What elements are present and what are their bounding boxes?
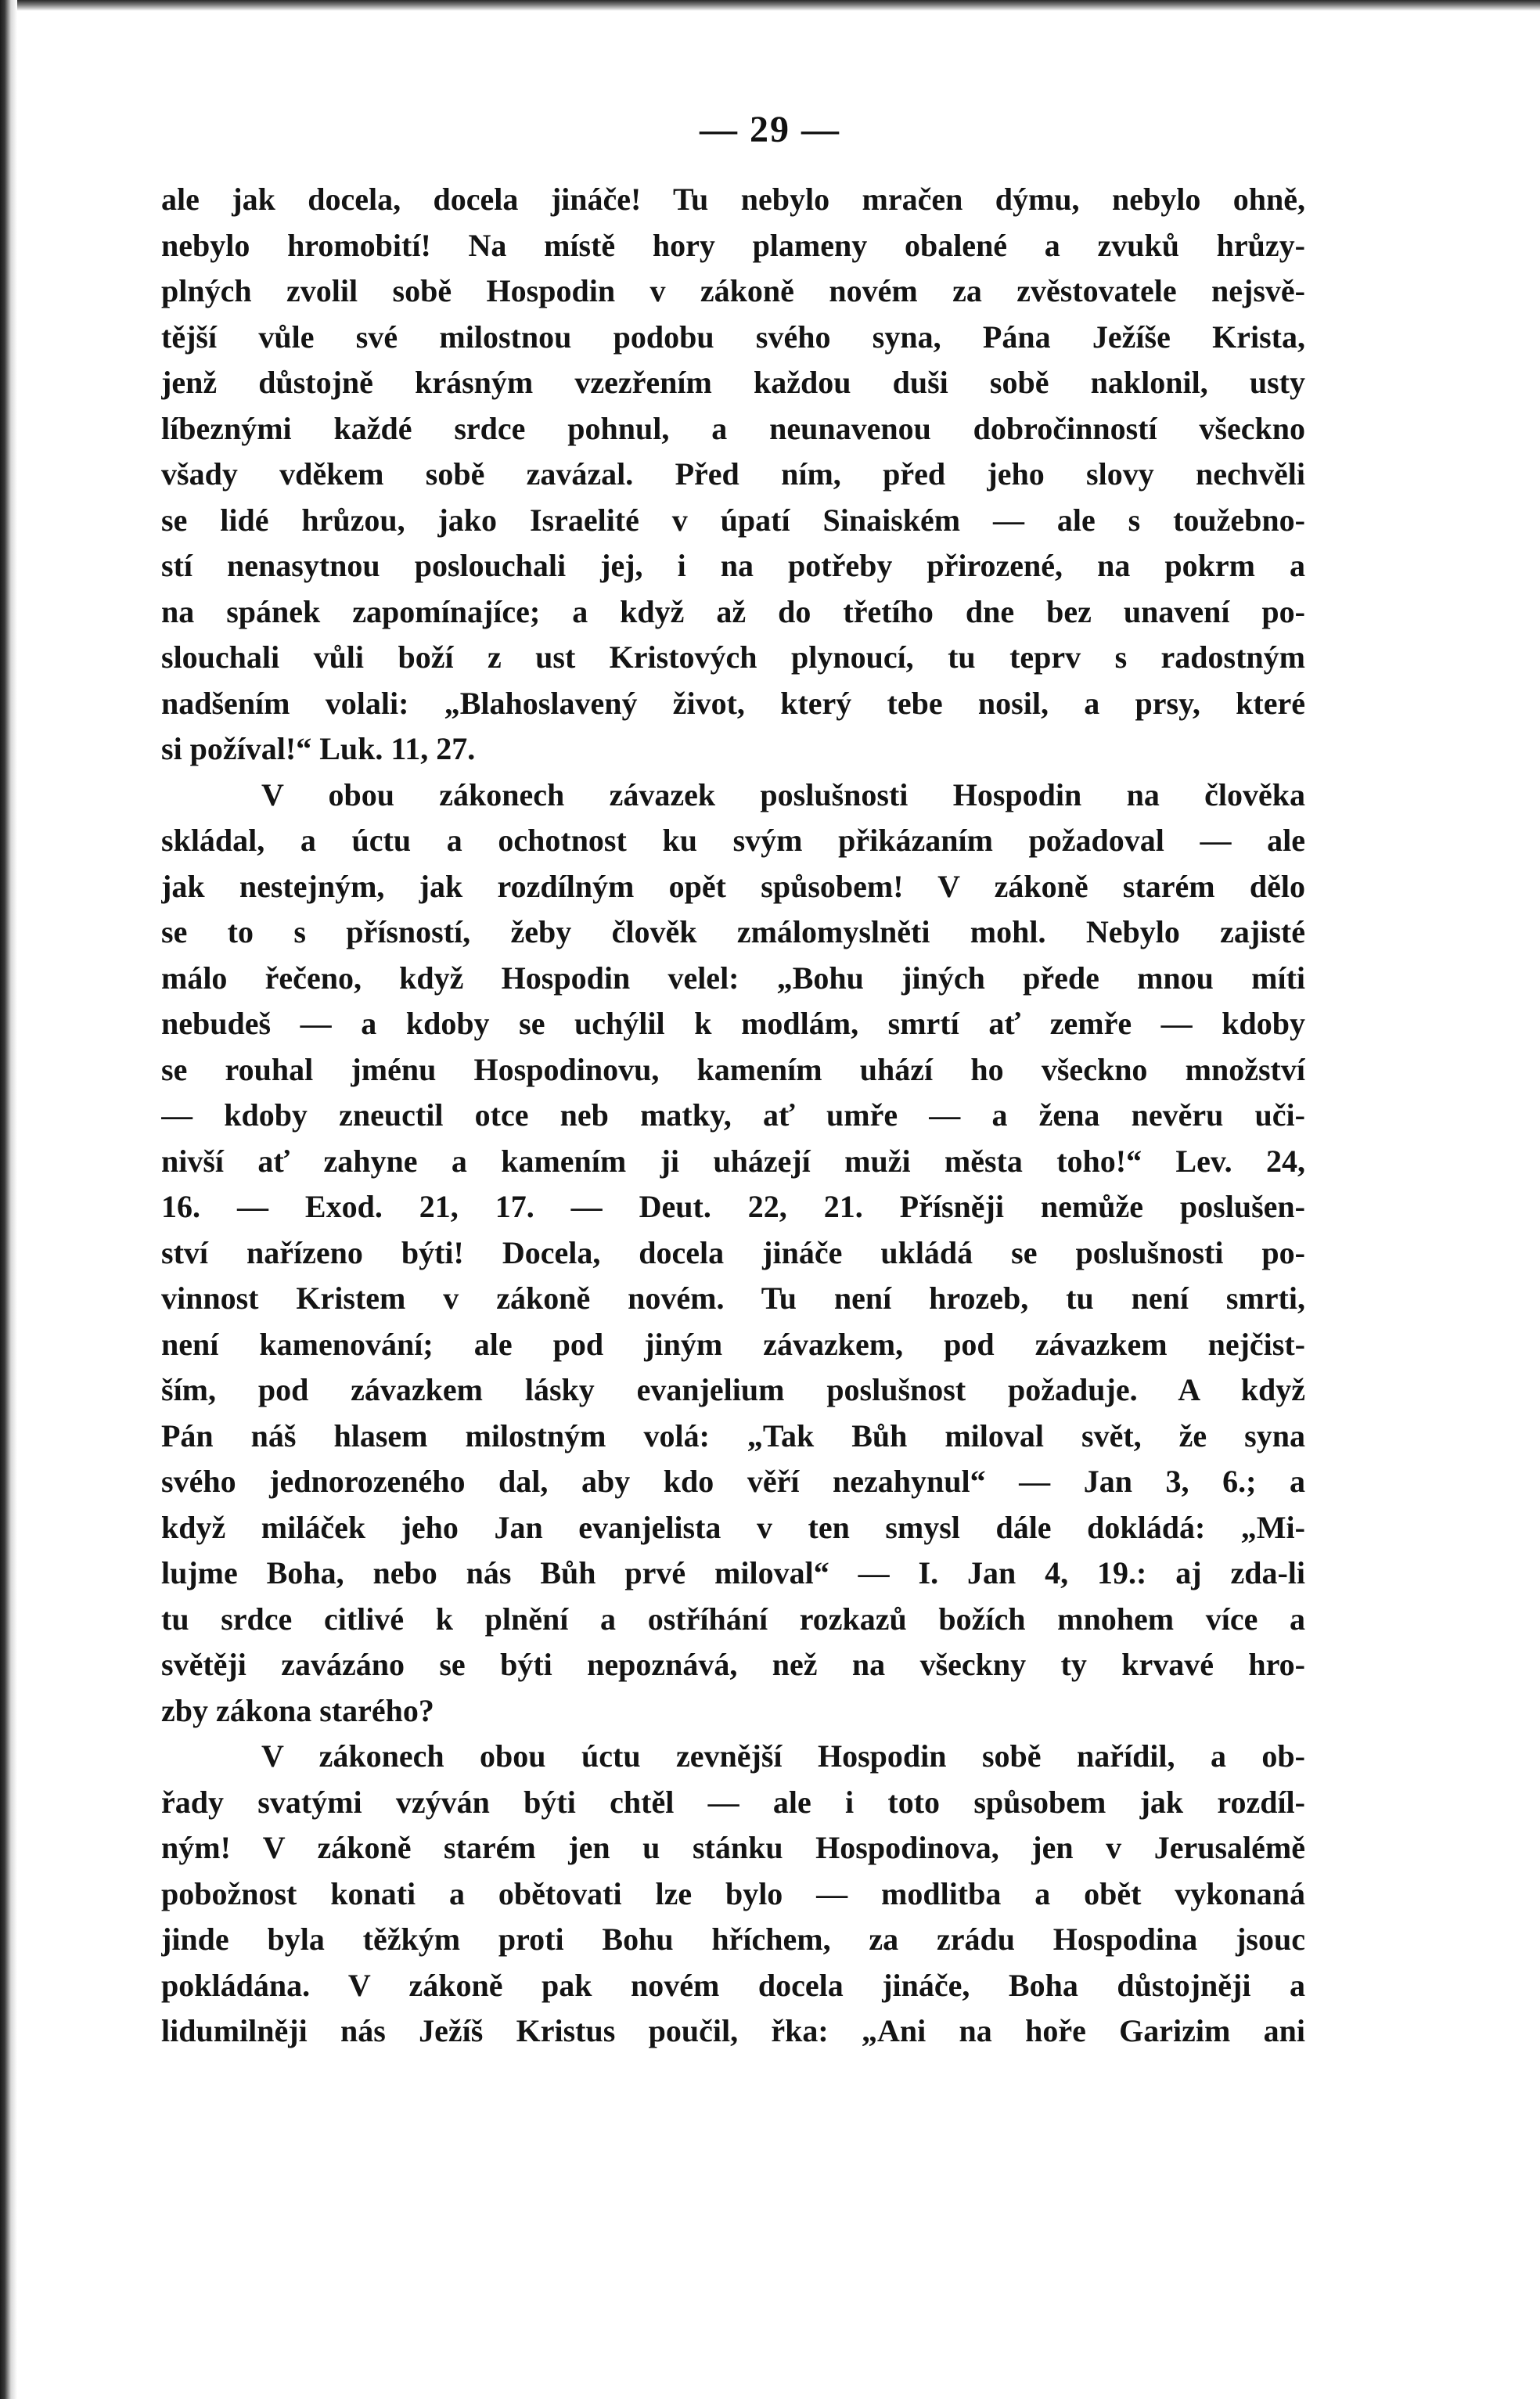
text-line: — kdoby zneuctil otce neb matky, ať umře — a žena nevěru uči- <box>161 1097 1305 1133</box>
text-line: jak nestejným, jak rozdílným opět spůsobem! V zákoně starém dělo <box>161 868 1305 904</box>
text-line: se lidé hrůzou, jako Israelité v úpatí Sinaiském — ale s toužebno- <box>161 502 1305 538</box>
text-line: skládal, a úctu a ochotnost ku svým přikázaním požadoval — ale <box>161 823 1305 858</box>
text-line: se rouhal jménu Hospodinovu, kamením uhází ho všeckno množství <box>161 1051 1305 1087</box>
text-line: na spánek zapomínajíce; a když až do třetího dne bez unavení po- <box>161 593 1305 629</box>
text-line: slouchali vůli boží z ust Kristových plynoucí, tu teprv s radostným <box>161 639 1305 675</box>
text-line: nebudeš — a kdoby se uchýlil k modlám, smrtí ať zemře — kdoby <box>161 1006 1305 1041</box>
body-text <box>161 177 1305 2055</box>
text-line: svého jednorozeného dal, aby kdo věří nezahynul“ — Jan 3, 6.; a <box>161 1464 1305 1499</box>
text-line: zby zákona starého? <box>161 1692 434 1728</box>
text-line: lidumilněji nás Ježíš Kristus poučil, řka: „Ani na hoře Garizim ani <box>161 2013 1305 2048</box>
text-line: ale jak docela, docela jináče! Tu nebylo mračen dýmu, nebylo ohně, <box>161 182 1305 217</box>
text-line: stí nenasytnou poslouchali jej, i na potřeby přirozené, na pokrm a <box>161 548 1305 583</box>
text-line: světěji zavázáno se býti nepoznává, než na všeckny ty krvavé hro- <box>161 1647 1305 1682</box>
text-line: Pán náš hlasem milostným volá: „Tak Bůh miloval svět, že syna <box>161 1417 1305 1453</box>
text-line: tu srdce citlivé k plnění a ostříhání rozkazů božích mnohem více a <box>161 1601 1305 1637</box>
text-line: jinde byla těžkým proti Bohu hříchem, za zrádu Hospodina jsouc <box>161 1922 1305 1957</box>
text-line: pobožnost konati a obětovati lze bylo — modlitba a obět vykonaná <box>161 1875 1305 1911</box>
text-line: málo řečeno, když Hospodin velel: „Bohu jiných přede mnou míti <box>161 960 1305 996</box>
text-line: řady svatými vzýván býti chtěl — ale i toto spůsobem jak rozdíl- <box>161 1784 1305 1820</box>
text-line: plných zvolil sobě Hospodin v zákoně novém za zvěstovatele nejsvě- <box>161 273 1305 308</box>
paragraph-start-line: V obou zákonech závazek poslušnosti Hospodin na člověka <box>261 776 1305 812</box>
text-line: nadšením volali: „Blahoslavený život, který tebe nosil, a prsy, které <box>161 685 1305 721</box>
scan-top-edge <box>0 0 1540 11</box>
text-line: když miláček jeho Jan evanjelista v ten smysl dále dokládá: „Mi- <box>161 1509 1305 1545</box>
text-line: vinnost Kristem v zákoně novém. Tu není hrozeb, tu není smrti, <box>161 1281 1305 1316</box>
text-line: nivší ať zahyne a kamením ji uházejí muži města toho!“ Lev. 24, <box>161 1143 1305 1179</box>
text-line: nebylo hromobití! Na místě hory plameny obalené a zvuků hrůzy- <box>161 227 1305 263</box>
text-line: si požíval!“ Luk. 11, 27. <box>161 731 476 766</box>
text-line: všady vděkem sobě zavázal. Před ním, před jeho slovy nechvěli <box>161 456 1305 492</box>
text-line: 16. — Exod. 21, 17. — Deut. 22, 21. Přísněji nemůže poslušen- <box>161 1189 1305 1224</box>
text-line: tější vůle své milostnou podobu svého syna, Pána Ježíše Krista, <box>161 319 1305 355</box>
paragraph-start-line: V zákonech obou úctu zevnější Hospodin sobě nařídil, a ob- <box>261 1738 1305 1774</box>
text-line: jenž důstojně krásným vzezřením každou duši sobě naklonil, usty <box>161 365 1305 400</box>
text-line: se to s přísností, žeby člověk zmálomyslněti mohl. Nebylo zajisté <box>161 914 1305 949</box>
text-line: není kamenování; ale pod jiným závazkem, pod závazkem nejčist- <box>161 1326 1305 1362</box>
scan-binding-edge <box>0 0 17 2399</box>
text-line: pokládána. V zákoně pak novém docela jináče, Boha důstojněji a <box>161 1967 1305 2003</box>
text-line: ším, pod závazkem lásky evanjelium poslušnost požaduje. A když <box>161 1372 1305 1407</box>
text-line: ným! V zákoně starém jen u stánku Hospodinova, jen v Jerusalémě <box>161 1830 1305 1865</box>
text-line: ství nařízeno býti! Docela, docela jináče ukládá se poslušnosti po- <box>161 1234 1305 1270</box>
text-line: líbeznými každé srdce pohnul, a neunavenou dobročinností všeckno <box>161 410 1305 446</box>
text-line: lujme Boha, nebo nás Bůh prvé miloval“ — I. Jan 4, 19.: aj zda-li <box>161 1555 1305 1590</box>
page-number: — 29 — <box>700 109 840 150</box>
